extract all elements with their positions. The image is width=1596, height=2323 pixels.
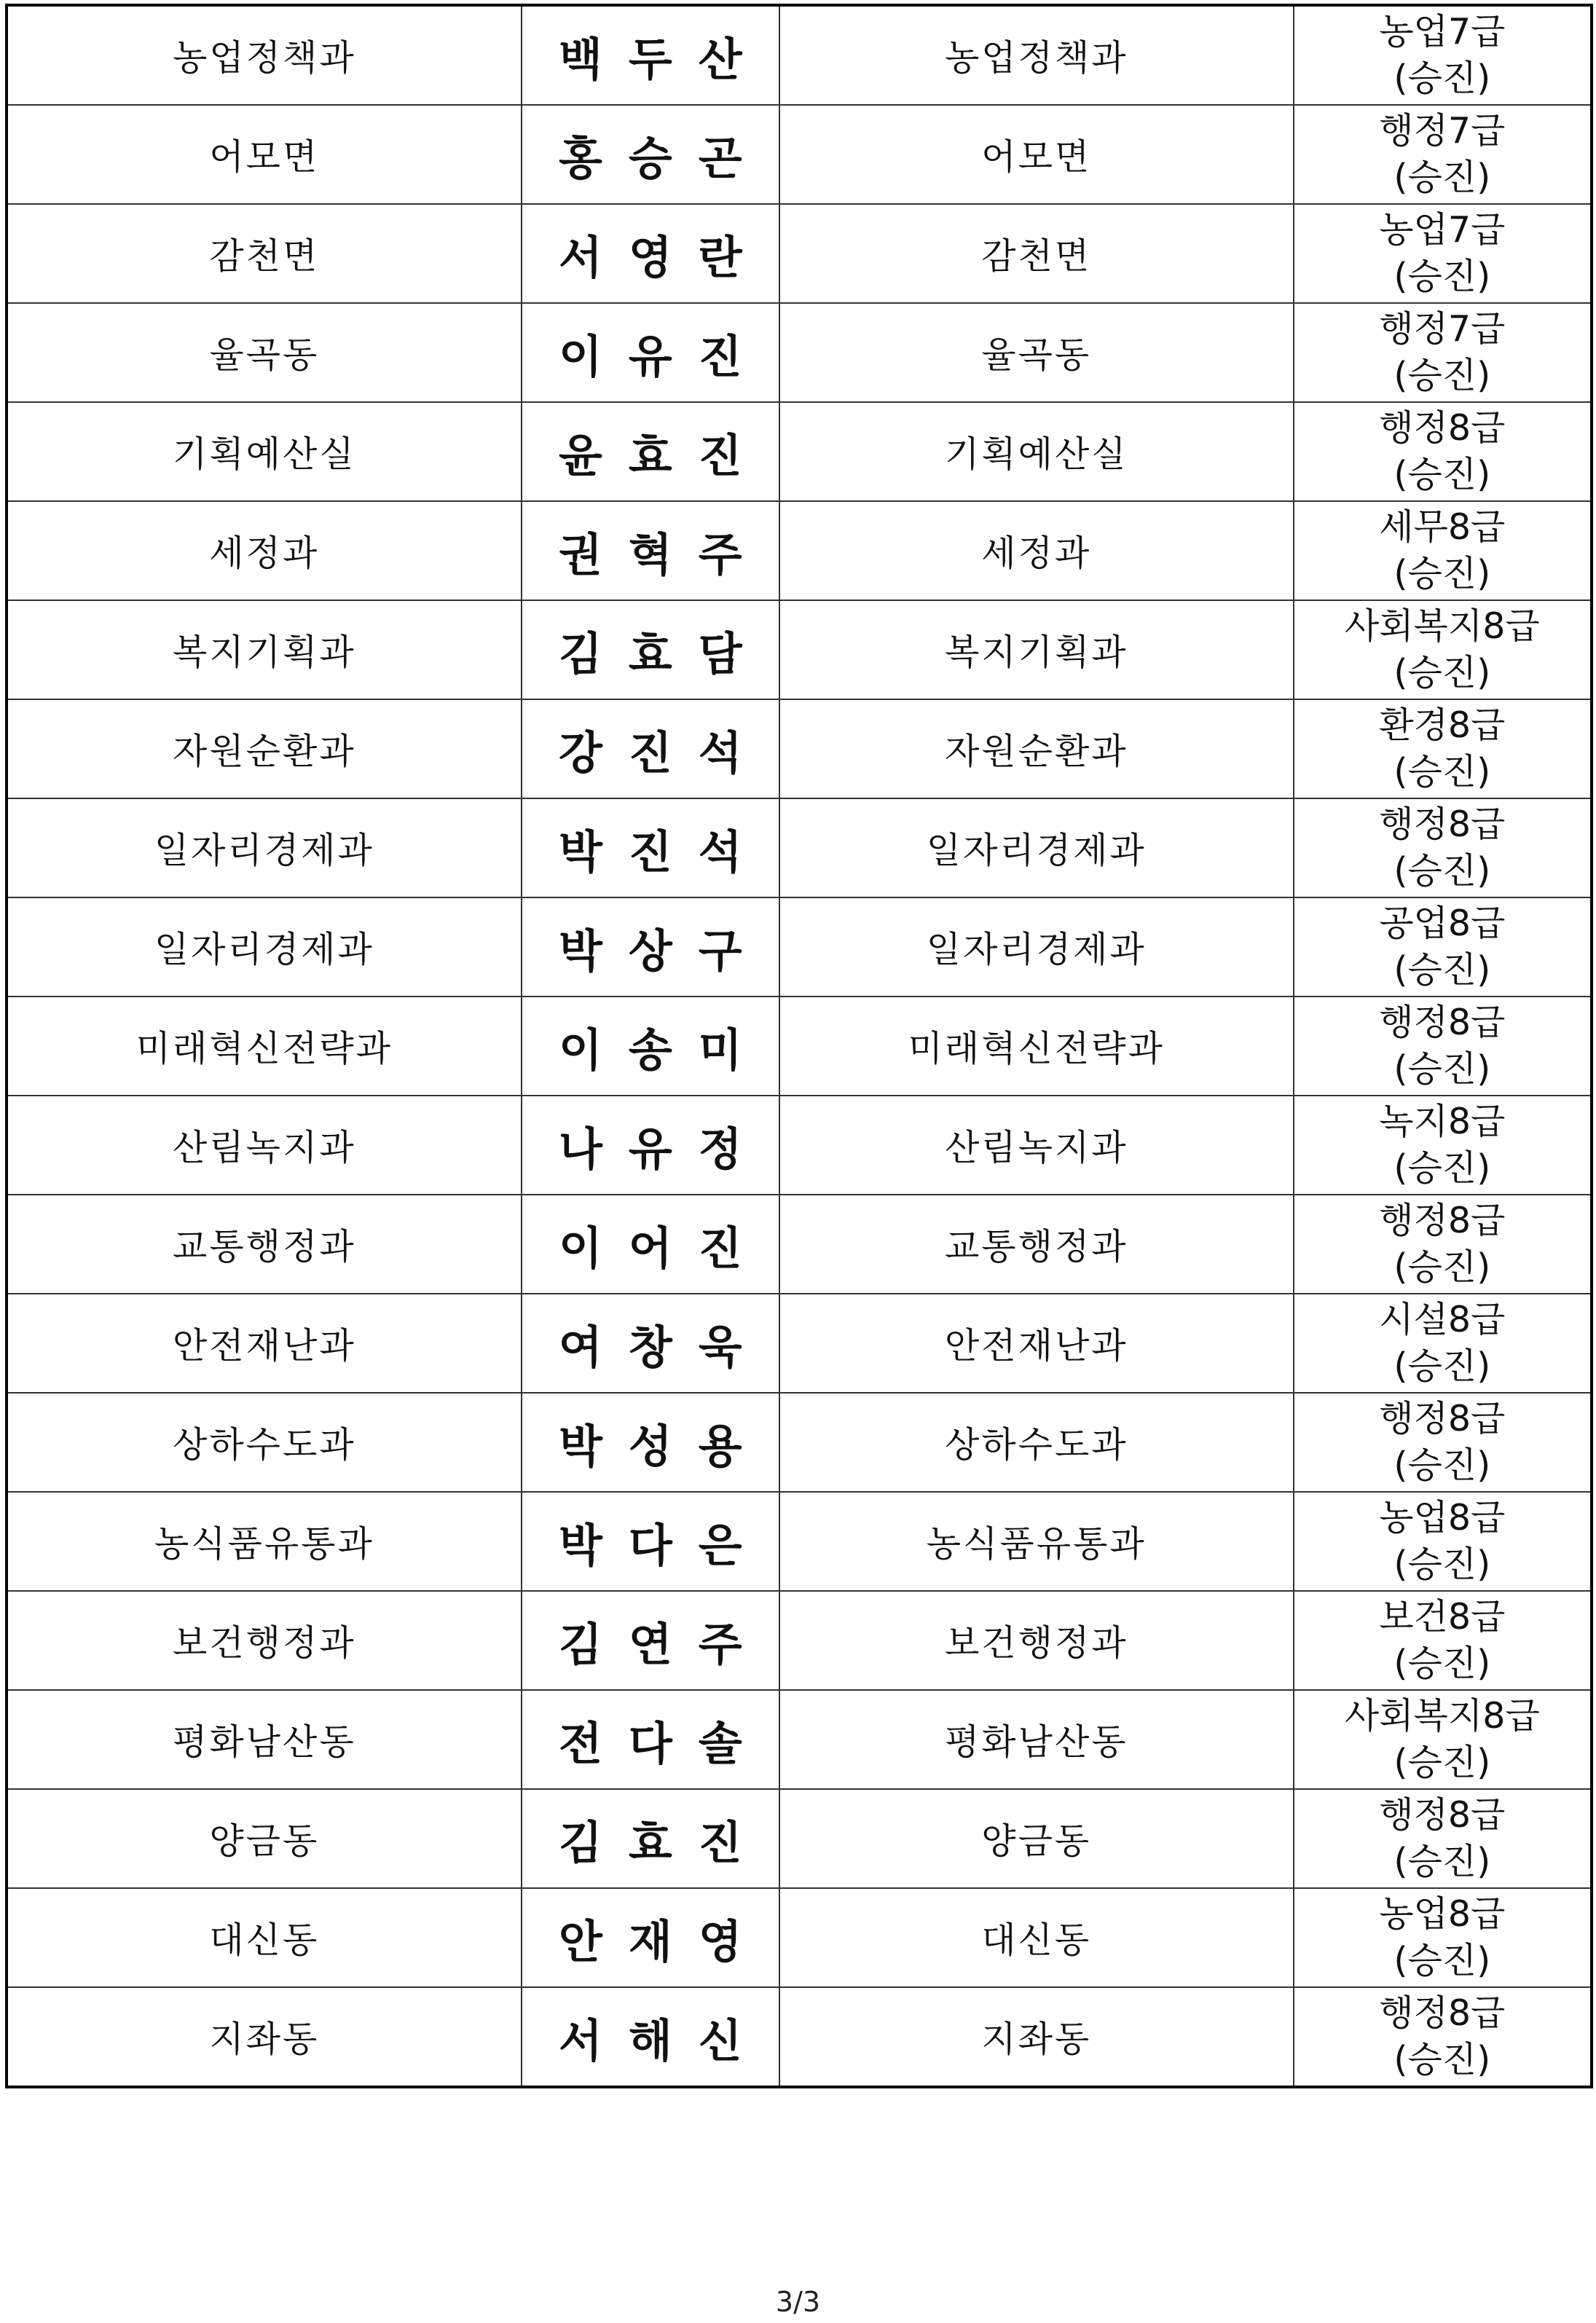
promotion-note: (승진) — [1393, 256, 1491, 297]
current-department-cell: 지좌동 — [7, 1987, 522, 2087]
grade-cell — [1294, 1195, 1592, 1294]
grade-cell — [1294, 1096, 1592, 1195]
new-department-cell: 농업정책과 — [779, 5, 1294, 105]
employee-name-cell: 박진석 — [522, 798, 779, 897]
new-department-cell: 일자리경제과 — [779, 798, 1294, 897]
table-row — [7, 1492, 1592, 1591]
table-row — [7, 402, 1592, 501]
new-department-cell: 어모면 — [779, 105, 1294, 204]
grade-cell — [1294, 105, 1592, 204]
promotion-note: (승진) — [1393, 355, 1491, 396]
current-department-cell: 자원순환과 — [7, 699, 522, 798]
employee-name-cell: 김연주 — [522, 1591, 779, 1690]
employee-name-cell: 홍승곤 — [522, 105, 779, 204]
current-department-cell: 산림녹지과 — [7, 1096, 522, 1195]
promotion-note: (승진) — [1393, 157, 1491, 198]
current-department-cell: 농업정책과 — [7, 5, 522, 105]
promotion-note: (승진) — [1393, 1444, 1491, 1486]
page-number: 3/3 — [775, 2286, 821, 2318]
current-department-cell: 복지기획과 — [7, 600, 522, 699]
promotion-note: (승진) — [1393, 553, 1491, 594]
new-department-cell: 안전재난과 — [779, 1294, 1294, 1393]
grade-label: 농업7급 — [1379, 209, 1506, 251]
grade-label: 사회복지8급 — [1344, 1695, 1540, 1737]
employee-name-cell: 안재영 — [522, 1888, 779, 1987]
new-department-cell: 자원순환과 — [779, 699, 1294, 798]
grade-cell — [1294, 1294, 1592, 1393]
employee-name-cell: 서영란 — [522, 204, 779, 303]
new-department-cell: 율곡동 — [779, 303, 1294, 402]
new-department-cell: 일자리경제과 — [779, 897, 1294, 997]
employee-name-cell: 전다솔 — [522, 1690, 779, 1789]
new-department-cell: 미래혁신전략과 — [779, 997, 1294, 1096]
current-department-cell: 감천면 — [7, 204, 522, 303]
current-department-cell: 교통행정과 — [7, 1195, 522, 1294]
personnel-table — [5, 4, 1593, 2088]
employee-name-cell: 김효담 — [522, 600, 779, 699]
grade-label: 시설8급 — [1379, 1299, 1506, 1340]
current-department-cell: 평화남산동 — [7, 1690, 522, 1789]
current-department-cell: 농식품유통과 — [7, 1492, 522, 1591]
grade-label: 사회복지8급 — [1344, 605, 1540, 647]
current-department-cell: 기획예산실 — [7, 402, 522, 501]
promotion-note: (승진) — [1393, 1742, 1491, 1783]
employee-name-cell: 나유정 — [522, 1096, 779, 1195]
promotion-note: (승진) — [1393, 454, 1491, 495]
current-department-cell: 보건행정과 — [7, 1591, 522, 1690]
grade-cell — [1294, 303, 1592, 402]
table-row — [7, 501, 1592, 600]
promotion-note: (승진) — [1393, 1940, 1491, 1981]
table-row — [7, 1888, 1592, 1987]
grade-label: 행정8급 — [1379, 1992, 1506, 2034]
table-row — [7, 303, 1592, 402]
grade-label: 행정7급 — [1379, 110, 1506, 152]
grade-label: 행정8급 — [1379, 1794, 1506, 1836]
employee-name-cell: 여창욱 — [522, 1294, 779, 1393]
promotion-note: (승진) — [1393, 652, 1491, 693]
new-department-cell: 평화남산동 — [779, 1690, 1294, 1789]
grade-label: 농업7급 — [1379, 11, 1506, 52]
employee-name-cell: 권혁주 — [522, 501, 779, 600]
grade-cell — [1294, 501, 1592, 600]
promotion-note: (승진) — [1393, 1544, 1491, 1585]
current-department-cell: 양금동 — [7, 1789, 522, 1888]
grade-label: 행정8급 — [1379, 803, 1506, 845]
new-department-cell: 지좌동 — [779, 1987, 1294, 2087]
grade-cell — [1294, 1789, 1592, 1888]
table-row — [7, 1690, 1592, 1789]
promotion-note: (승진) — [1393, 1246, 1491, 1288]
new-department-cell: 농식품유통과 — [779, 1492, 1294, 1591]
employee-name-cell: 박상구 — [522, 897, 779, 997]
grade-cell — [1294, 897, 1592, 997]
current-department-cell: 대신동 — [7, 1888, 522, 1987]
table-row — [7, 1393, 1592, 1492]
promotion-note: (승진) — [1393, 1048, 1491, 1090]
employee-name-cell: 백두산 — [522, 5, 779, 105]
current-department-cell: 어모면 — [7, 105, 522, 204]
promotion-note: (승진) — [1393, 1841, 1491, 1882]
table-row — [7, 1591, 1592, 1690]
table-row — [7, 1195, 1592, 1294]
current-department-cell: 일자리경제과 — [7, 798, 522, 897]
promotion-note: (승진) — [1393, 1345, 1491, 1387]
table-row — [7, 699, 1592, 798]
promotion-note: (승진) — [1393, 58, 1491, 99]
grade-cell — [1294, 1492, 1592, 1591]
grade-cell — [1294, 798, 1592, 897]
grade-label: 농업8급 — [1379, 1497, 1506, 1538]
employee-name-cell: 강진석 — [522, 699, 779, 798]
grade-cell — [1294, 402, 1592, 501]
table-row — [7, 600, 1592, 699]
table-row — [7, 1789, 1592, 1888]
promotion-note: (승진) — [1393, 949, 1491, 991]
promotion-note: (승진) — [1393, 751, 1491, 793]
new-department-cell: 감천면 — [779, 204, 1294, 303]
grade-label: 보건8급 — [1379, 1596, 1506, 1638]
grade-cell — [1294, 5, 1592, 105]
grade-label: 행정7급 — [1379, 308, 1506, 350]
grade-label: 행정8급 — [1379, 407, 1506, 449]
employee-name-cell: 서해신 — [522, 1987, 779, 2087]
current-department-cell: 미래혁신전략과 — [7, 997, 522, 1096]
new-department-cell: 보건행정과 — [779, 1591, 1294, 1690]
grade-cell — [1294, 1987, 1592, 2087]
grade-cell — [1294, 204, 1592, 303]
table-row — [7, 897, 1592, 997]
grade-label: 환경8급 — [1379, 704, 1506, 746]
table-row — [7, 1096, 1592, 1195]
grade-cell — [1294, 1690, 1592, 1789]
table-row — [7, 105, 1592, 204]
promotion-note: (승진) — [1393, 2039, 1491, 2080]
employee-name-cell: 이송미 — [522, 997, 779, 1096]
grade-cell — [1294, 1888, 1592, 1987]
table-row — [7, 1294, 1592, 1393]
grade-cell — [1294, 1591, 1592, 1690]
current-department-cell: 상하수도과 — [7, 1393, 522, 1492]
employee-name-cell: 박성용 — [522, 1393, 779, 1492]
table-row — [7, 5, 1592, 105]
promotion-note: (승진) — [1393, 1643, 1491, 1684]
grade-label: 세무8급 — [1379, 506, 1506, 548]
employee-name-cell: 이어진 — [522, 1195, 779, 1294]
employee-name-cell: 이유진 — [522, 303, 779, 402]
current-department-cell: 안전재난과 — [7, 1294, 522, 1393]
personnel-table-body — [7, 5, 1592, 2087]
new-department-cell: 대신동 — [779, 1888, 1294, 1987]
grade-label: 행정8급 — [1379, 1398, 1506, 1439]
new-department-cell: 복지기획과 — [779, 600, 1294, 699]
new-department-cell: 양금동 — [779, 1789, 1294, 1888]
new-department-cell: 상하수도과 — [779, 1393, 1294, 1492]
grade-label: 농업8급 — [1379, 1893, 1506, 1935]
grade-cell — [1294, 699, 1592, 798]
current-department-cell: 율곡동 — [7, 303, 522, 402]
new-department-cell: 기획예산실 — [779, 402, 1294, 501]
grade-cell — [1294, 1393, 1592, 1492]
grade-label: 행정8급 — [1379, 1200, 1506, 1241]
grade-cell — [1294, 600, 1592, 699]
table-row — [7, 204, 1592, 303]
new-department-cell: 산림녹지과 — [779, 1096, 1294, 1195]
grade-cell — [1294, 997, 1592, 1096]
table-row — [7, 798, 1592, 897]
grade-label: 녹지8급 — [1379, 1101, 1506, 1142]
employee-name-cell: 윤효진 — [522, 402, 779, 501]
grade-label: 행정8급 — [1379, 1002, 1506, 1043]
promotion-note: (승진) — [1393, 1147, 1491, 1189]
current-department-cell: 일자리경제과 — [7, 897, 522, 997]
grade-label: 공업8급 — [1379, 903, 1506, 944]
new-department-cell: 교통행정과 — [779, 1195, 1294, 1294]
employee-name-cell: 김효진 — [522, 1789, 779, 1888]
table-row — [7, 1987, 1592, 2087]
employee-name-cell: 박다은 — [522, 1492, 779, 1591]
table-row — [7, 997, 1592, 1096]
new-department-cell: 세정과 — [779, 501, 1294, 600]
current-department-cell: 세정과 — [7, 501, 522, 600]
promotion-note: (승진) — [1393, 850, 1491, 892]
